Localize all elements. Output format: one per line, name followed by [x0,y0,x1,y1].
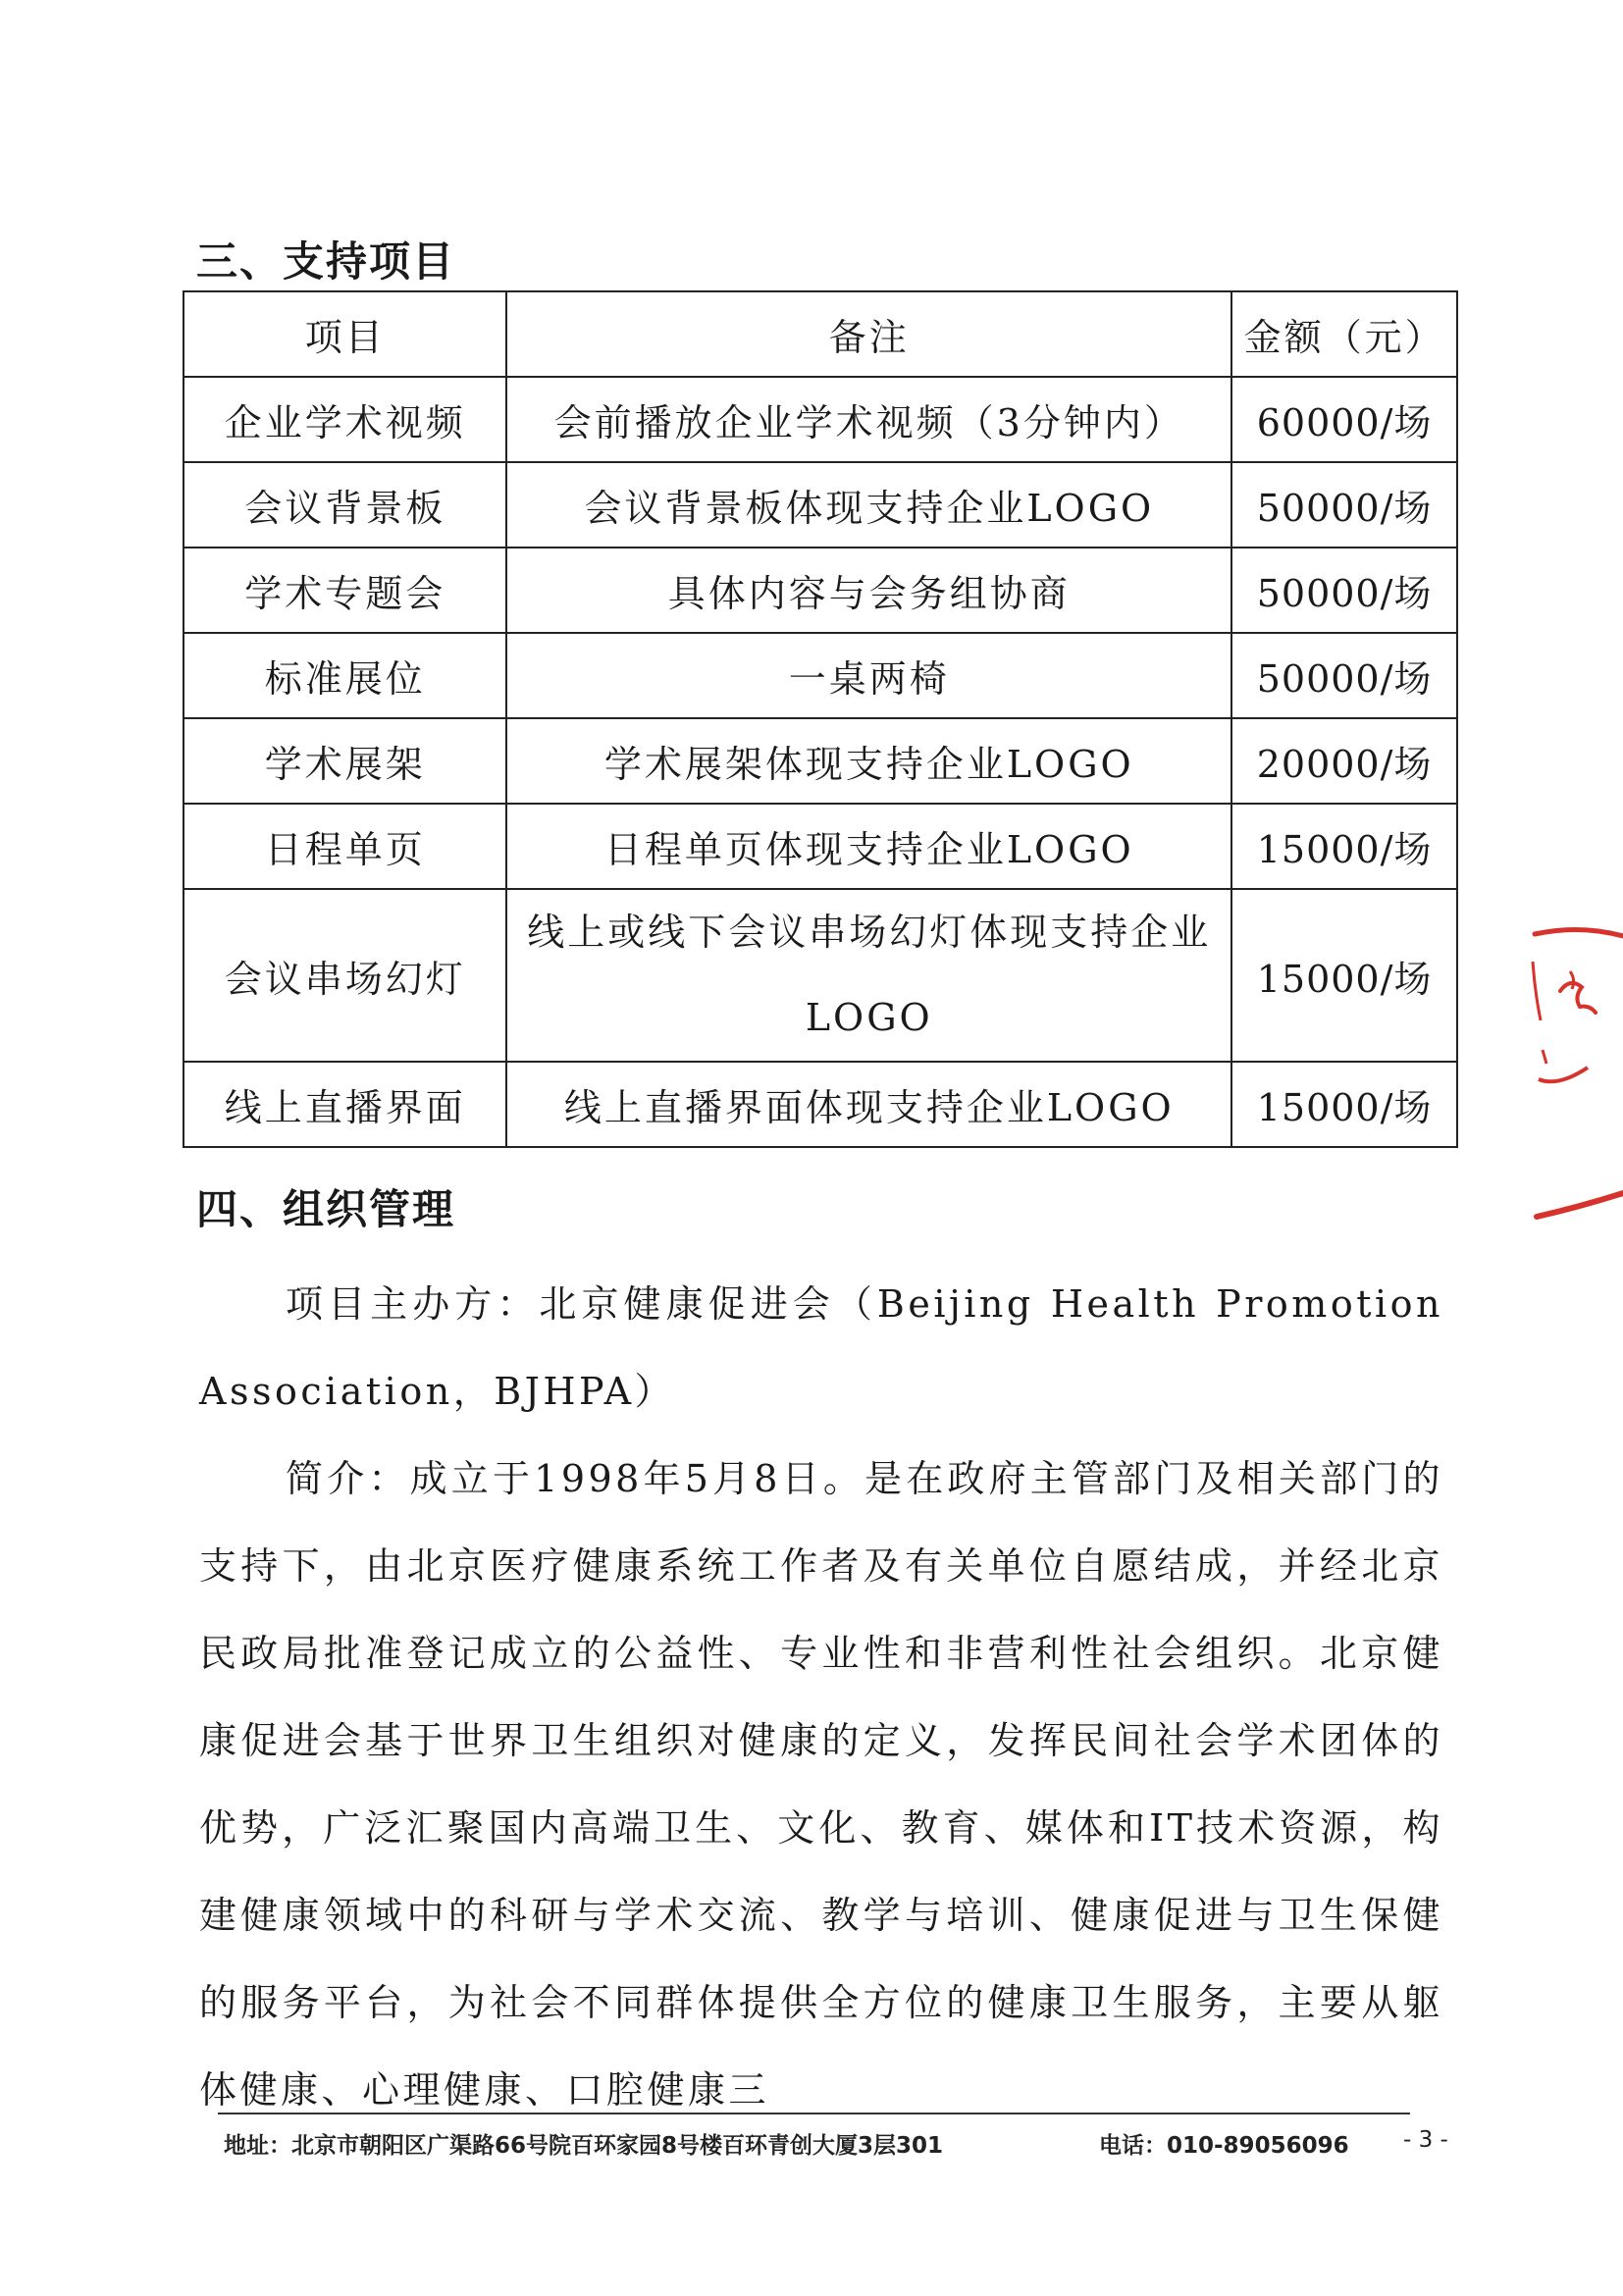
cell-item: 会议串场幻灯 [183,889,506,1062]
cell-item: 线上直播界面 [183,1062,506,1147]
table-row [183,889,1457,1062]
cell-note: 具体内容与会务组协商 [506,548,1231,633]
red-seal-stamp-fragment [1531,922,1623,1236]
table-header-row [183,291,1457,377]
table-row [183,804,1457,889]
cell-amount: 15000/场 [1231,804,1457,889]
cell-note: 一桌两椅 [506,633,1231,718]
table-row [183,633,1457,718]
cell-item: 标准展位 [183,633,506,718]
cell-amount: 50000/场 [1231,462,1457,548]
cell-item: 日程单页 [183,804,506,889]
table-row [183,462,1457,548]
cell-note: 日程单页体现支持企业LOGO [506,804,1231,889]
cell-amount: 60000/场 [1231,377,1457,462]
cell-item: 学术专题会 [183,548,506,633]
cell-note: 会议背景板体现支持企业LOGO [506,462,1231,548]
section-heading-organization: 四、组织管理 [196,1185,456,1233]
cell-item: 会议背景板 [183,462,506,548]
header-item: 项目 [183,291,506,377]
cell-amount: 20000/场 [1231,718,1457,804]
table-row [183,377,1457,462]
table-row [183,548,1457,633]
cell-amount: 15000/场 [1231,1062,1457,1147]
cell-note: 学术展架体现支持企业LOGO [506,718,1231,804]
cell-note: 线上直播界面体现支持企业LOGO [506,1062,1231,1147]
cell-amount: 50000/场 [1231,548,1457,633]
cell-amount: 50000/场 [1231,633,1457,718]
cell-item: 学术展架 [183,718,506,804]
support-items-table [183,290,1458,1148]
organization-body [199,1261,1443,2134]
table-row [183,718,1457,804]
cell-note: 会前播放企业学术视频（3分钟内） [506,377,1231,462]
header-amount: 金额（元） [1231,291,1457,377]
cell-note: 线上或线下会议串场幻灯体现支持企业LOGO [506,889,1231,1062]
intro-paragraph: 简介：成立于1998年5月8日。是在政府主管部门及相关部门的支持下，由北京医疗健康系统工作者及有关单位自愿结成，并经北京民政局批准登记成立的公益性、专业性和非营利性社会组织。北京健康促进会基于世界卫生组织对健康的定义，发挥民间社会学术团体的优势，广泛汇聚国内高端卫生、文化、教育、媒体和IT技术资源，构建健康领域中的科研与学术交流、教学与培训、健康促进与卫生保健的服务平台，为社会不同群体提供全方位的健康卫生服务，主要从躯体健康、心理健康、口腔健康三 [199,1457,1443,2112]
header-note: 备注 [506,291,1231,377]
cell-amount: 15000/场 [1231,889,1457,1062]
organizer-paragraph: 项目主办方：北京健康促进会（Beijing Health Promotion Association，BJHPA） [199,1282,1443,1413]
table-row [183,1062,1457,1147]
cell-item: 企业学术视频 [183,377,506,462]
footer-divider [218,2113,1410,2114]
section-heading-support-items: 三、支持项目 [196,237,456,286]
page-number: - 3 - [1403,2127,1448,2153]
footer-address: 地址：北京市朝阳区广渠路66号院百环家园8号楼百环青创大厦3层301 [224,2133,944,2159]
footer-phone: 电话：010-89056096 [1099,2133,1349,2159]
